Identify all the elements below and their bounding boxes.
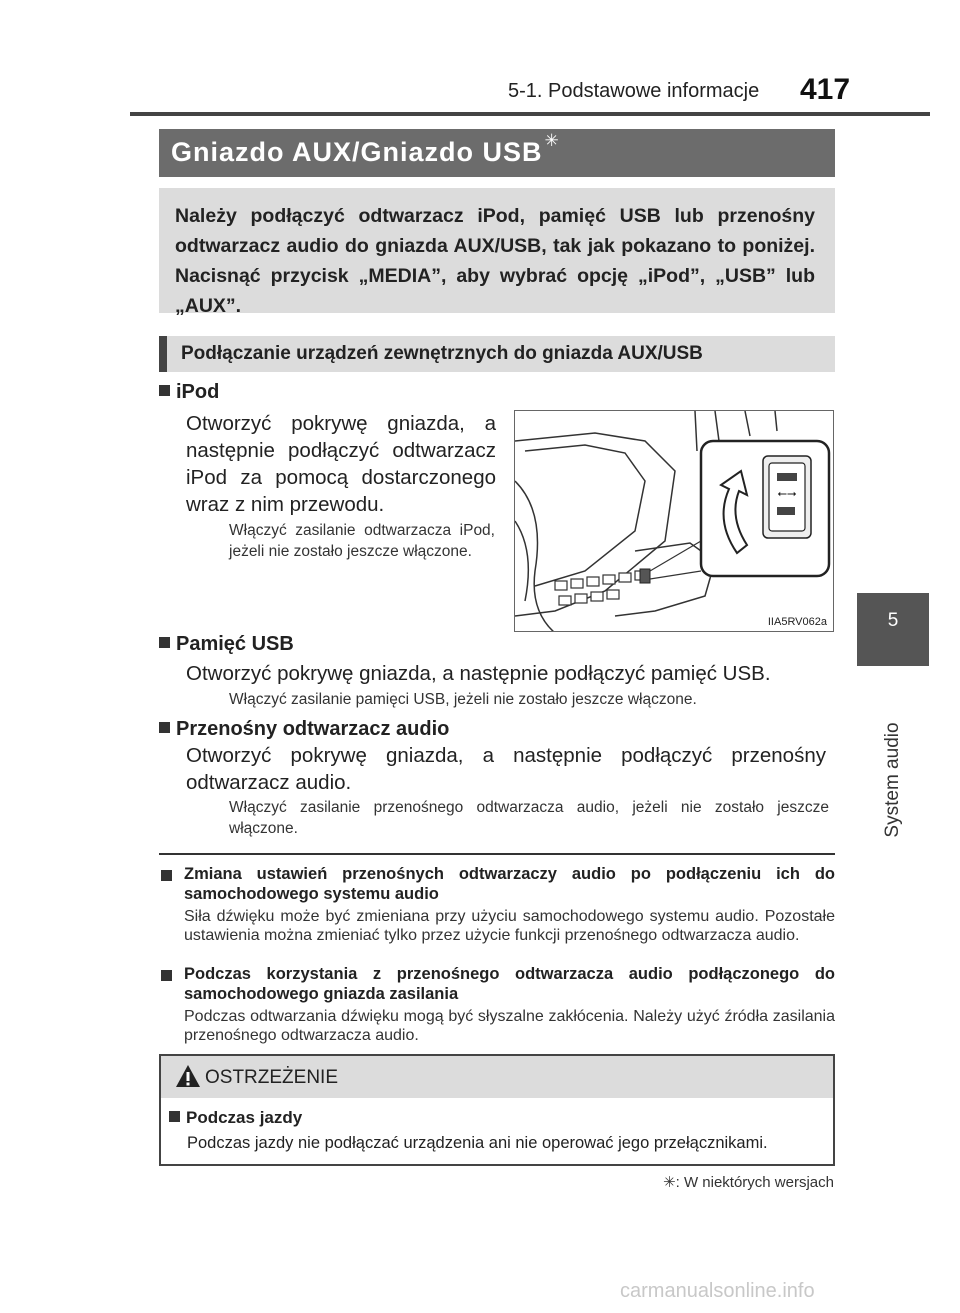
item-title-text: Pamięć USB: [176, 633, 294, 655]
section-title-text: Gniazdo AUX/Gniazdo USB: [171, 137, 543, 167]
item-body-ipod: Otworzyć pokrywę gniazda, a następnie podłączyć odtwarzacz iPod za pomocą dostarczonego wraz z nim przewodu.: [186, 412, 496, 516]
footnote: ✳: W niektórych wersjach: [663, 1174, 834, 1191]
intro-text: Należy podłączyć odtwarzacz iPod, pamięć USB lub przenośny odtwarzacz audio do gniazda AUX/USB, tak jak pokazano to poniżej. Nacisnąć przycisk „MEDIA”, aby wybrać opcję „iPod”, „USB” lub „AUX”.: [175, 205, 815, 317]
item-note-usb: Włączyć zasilanie pamięci USB, jeżeli nie zostało jeszcze włączone.: [229, 691, 697, 708]
note-2: [159, 964, 835, 1045]
usb-port-illustration: [514, 410, 834, 632]
square-bullet-icon: [161, 870, 172, 881]
notes-divider: [159, 853, 835, 855]
square-bullet-icon: [159, 385, 170, 396]
chapter-tab-label: [853, 680, 933, 880]
running-header-section: 5-1. Podstawowe informacje: [508, 80, 760, 102]
watermark: carmanualsonline.info: [620, 1280, 815, 1302]
intro-box: [159, 188, 835, 317]
note-2-title: Podczas korzystania z przenośnego odtwarzacza audio podłączonego do samochodowego gniazda zasilania: [184, 965, 835, 1003]
chapter-tab-label-text: System audio: [882, 722, 903, 838]
item-title-text: Przenośny odtwarzacz audio: [176, 718, 450, 740]
header-rule: [130, 112, 930, 116]
subheading-box: [159, 336, 835, 372]
warning-item-title: [169, 1108, 302, 1128]
section-title: [171, 131, 560, 168]
warning-icon: [175, 1064, 201, 1088]
note-2-body: Podczas odtwarzania dźwięku mogą być słyszalne zakłócenia. Należy użyć źródła zasilania przenośnego odtwarzacza audio.: [184, 1008, 835, 1044]
page-number: 417: [800, 73, 851, 106]
note-1-title: Zmiana ustawień przenośnych odtwarzaczy audio po podłączeniu ich do samochodowego systemu audio: [184, 865, 835, 903]
square-bullet-icon: [161, 970, 172, 981]
square-bullet-icon: [159, 637, 170, 648]
square-bullet-icon: [159, 722, 170, 733]
item-title-text: iPod: [176, 381, 220, 403]
section-title-bar: [159, 129, 835, 177]
asterisk-mark: ✳: [544, 131, 560, 150]
warning-item-body: Podczas jazdy nie podłączać urządzenia ani nie operować jego przełącznikami.: [187, 1134, 768, 1152]
warning-box: [159, 1054, 835, 1166]
item-body-portable: Otworzyć pokrywę gniazda, a następnie podłączyć przenośny odtwarzacz audio.: [186, 744, 826, 794]
item-title-ipod: [159, 381, 219, 404]
dashboard-drawing: [515, 411, 834, 632]
note-1-body: Siła dźwięku może być zmieniana przy użyciu samochodowego systemu audio. Pozostałe ustawienia można zmieniać tylko przez użycie funkcji przenośnego odtwarzacza audio.: [184, 908, 835, 944]
item-title-portable: [159, 718, 449, 741]
square-bullet-icon: [169, 1111, 180, 1122]
item-body-usb: Otworzyć pokrywę gniazda, a następnie podłączyć pamięć USB.: [186, 662, 771, 685]
warning-header: [161, 1056, 833, 1098]
subheading-text: Podłączanie urządzeń zewnętrznych do gniazda AUX/USB: [181, 343, 703, 364]
warning-title: OSTRZEŻENIE: [205, 1067, 339, 1088]
item-note-ipod: Włączyć zasilanie odtwarzacza iPod, jeżeli nie zostało jeszcze włączone.: [229, 522, 495, 560]
item-note-portable: Włączyć zasilanie przenośnego odtwarzacza audio, jeżeli nie zostało jeszcze włączone.: [229, 799, 829, 837]
note-1: [159, 864, 835, 945]
item-title-usb: [159, 633, 294, 656]
illustration-code: IIA5RV062a: [767, 616, 827, 628]
warning-item-title-text: Podczas jazdy: [186, 1108, 303, 1127]
chapter-tab-number: 5: [857, 593, 929, 666]
svg-text:⭠⭢: ⭠⭢: [777, 486, 797, 500]
